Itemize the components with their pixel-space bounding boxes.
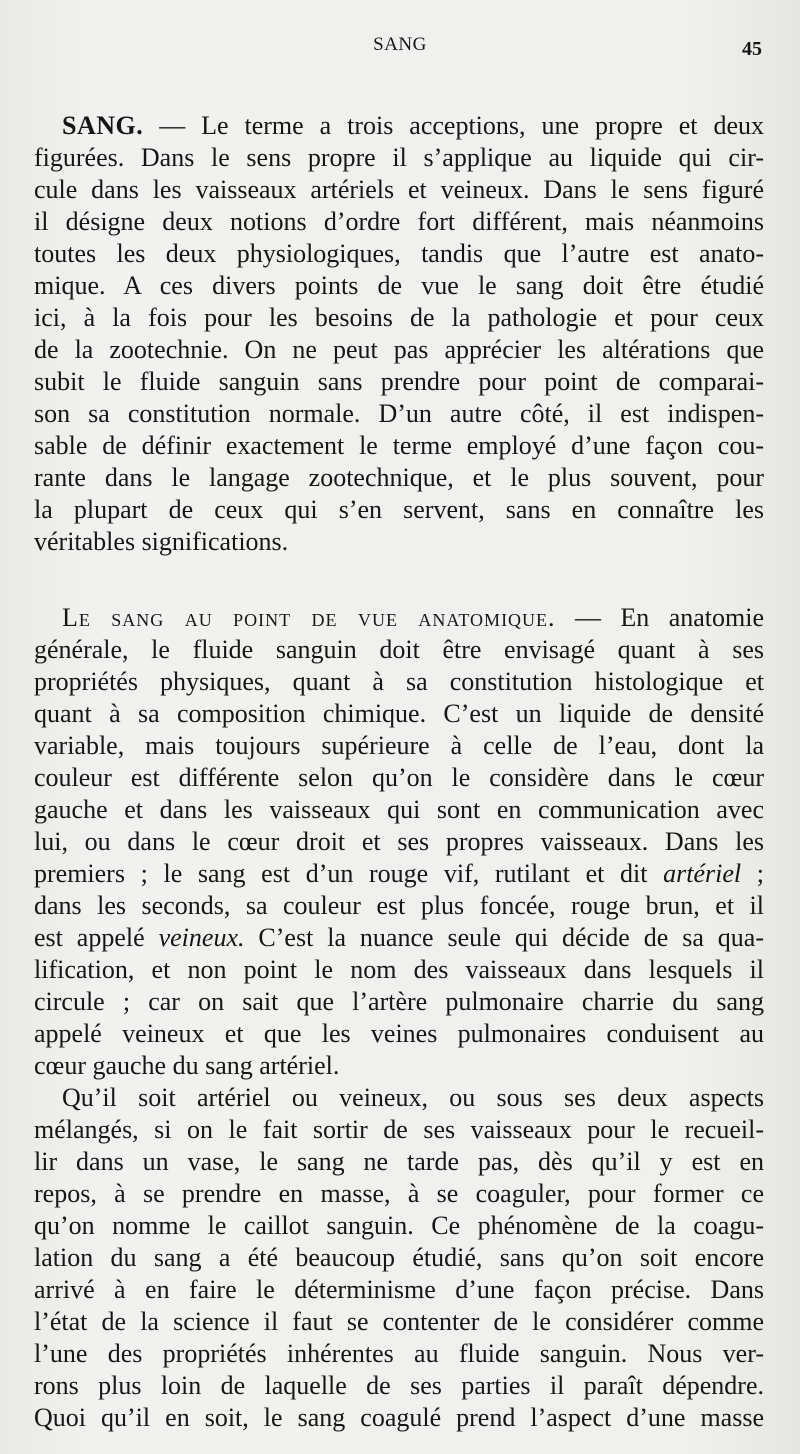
running-title: SANG [373,34,427,55]
text-line: quant à sa composition chimique. C’est un liquide de densité [34,699,764,728]
text-line: repos, à se prendre en masse, à se coaguler, pour former ce [34,1179,764,1208]
text-line: générale, le fluide sanguin doit être envisagé quant à ses [34,635,764,664]
italic-term: artériel [663,859,742,888]
paragraph-gap [34,558,764,602]
text-line: sable de définir exactement le terme employé d’une façon cou- [34,431,764,460]
text-line: lui, ou dans le cœur droit et ses propres vaisseaux. Dans les [34,827,764,856]
text-line: variable, mais toujours supérieure à celle de l’eau, dont la [34,731,764,760]
text-line: gauche et dans les vaisseaux qui sont en communication avec [34,795,764,824]
text-run: — En anatomie [555,603,764,632]
text-line: mique. A ces divers points de vue le sang doit être étudié [34,271,764,300]
text-line: l’une des propriétés inhérentes au fluide sanguin. Nous ver- [34,1339,764,1368]
text-line: la plupart de ceux qui s’en servent, sans en connaître les [34,495,764,524]
entry-headword: SANG. [62,111,144,140]
text-run: C’est la nuance seule qui décide de sa qua- [244,923,764,952]
text-line: ici, à la fois pour les besoins de la pathologie et pour ceux [34,303,764,332]
text-line [34,110,764,142]
text-line: mélangés, si on le fait sortir de ses vaisseaux pour le recueil- [34,1115,764,1144]
text-run: premiers ; le sang est d’un rouge vif, rutilant et dit [34,859,664,888]
text-line: lir dans un vase, le sang ne tarde pas, dès qu’il y est en [34,1147,764,1176]
text-line: toutes les deux physiologiques, tandis que l’autre est anato- [34,239,764,268]
text-run: est appelé [34,923,159,952]
page-number: 45 [742,38,762,60]
text-run: — Le terme a trois acceptions, une propre et deux [143,111,764,140]
section-heading: Le sang au point de vue anatomique. [62,603,556,632]
text-line: arrivé à en faire le déterminisme d’une façon précise. Dans [34,1275,764,1304]
text-line: lation du sang a été beaucoup étudié, sans qu’on soit encore [34,1243,764,1272]
running-head [0,30,800,60]
text-line: son sa constitution normale. D’un autre côté, il est indispen- [34,399,764,428]
text-line: subit le fluide sanguin sans prendre pour point de comparai- [34,367,764,396]
text-line [34,922,764,954]
text-line: de la zootechnie. On ne peut pas apprécier les altérations que [34,335,764,364]
text-line: propriétés physiques, quant à sa constitution histologique et [34,667,764,696]
text-line: cule dans les vaisseaux artériels et veineux. Dans le sens figuré [34,175,764,204]
text-line: véritables significations. [34,527,289,556]
text-line: lification, et non point le nom des vaisseaux dans lesquels il [34,955,764,984]
text-line: l’état de la science il faut se contenter de le considérer comme [34,1307,764,1336]
text-line [34,858,764,890]
text-line: dans les seconds, sa couleur est plus foncée, rouge brun, et il [34,891,764,920]
text-line: Qu’il soit artériel ou veineux, ou sous ses deux aspects [62,1083,764,1112]
text-line: Quoi qu’il en soit, le sang coagulé prend l’aspect d’une masse [34,1403,764,1432]
text-line: rante dans le langage zootechnique, et le plus souvent, pour [34,463,764,492]
text-line: il désigne deux notions d’ordre fort différent, mais néanmoins [34,207,764,236]
text-line: circule ; car on sait que l’artère pulmonaire charrie du sang [34,987,764,1016]
body-text [34,110,764,1434]
text-line [34,602,764,634]
text-line: figurées. Dans le sens propre il s’applique au liquide qui cir- [34,143,764,172]
text-run: ; [741,859,764,888]
text-line: qu’on nomme le caillot sanguin. Ce phénomène de la coagu- [34,1211,764,1240]
text-line: cœur gauche du sang artériel. [34,1051,340,1080]
text-line: couleur est différente selon qu’on le considère dans le cœur [34,763,764,792]
italic-term: veineux. [158,923,245,952]
text-line: appelé veineux et que les veines pulmonaires conduisent au [34,1019,764,1048]
text-line: rons plus loin de laquelle de ses parties il paraît dépendre. [34,1371,764,1400]
